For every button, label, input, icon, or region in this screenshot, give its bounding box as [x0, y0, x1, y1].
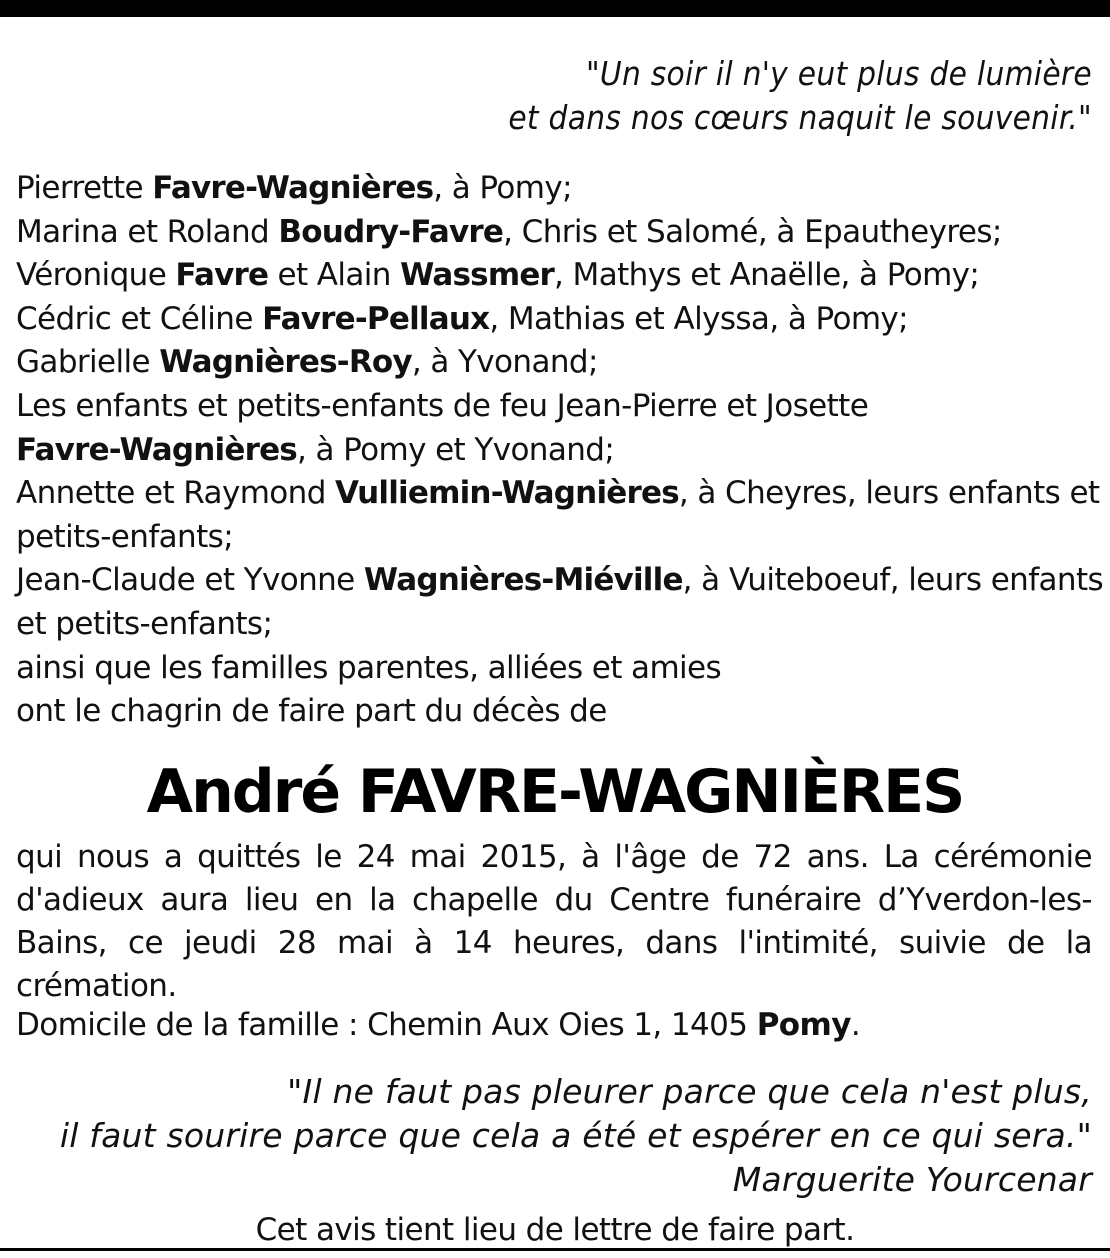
- family-line: [16, 516, 1096, 560]
- family-surname: Vulliemin-Wagnières: [335, 475, 679, 512]
- deceased-name: André FAVRE-WAGNIÈRES: [146, 757, 964, 827]
- family-list: [16, 167, 1104, 734]
- family-text: ainsi que les familles parentes, alliées et amies: [16, 649, 722, 686]
- family-domicile: [16, 1004, 1092, 1047]
- opening-quote-line-1: "Un soir il n'y eut plus de lumière: [585, 54, 1092, 93]
- family-line: [16, 341, 1096, 385]
- family-text: Annette et Raymond: [16, 475, 336, 512]
- family-surname: Favre: [175, 257, 269, 294]
- family-text: , à Vuiteboeuf, leurs enfants: [682, 562, 1104, 599]
- top-border-rule: [0, 0, 1110, 17]
- family-surname: Wassmer: [400, 257, 555, 294]
- family-line: [16, 603, 1096, 647]
- closing-quote: [60, 1070, 1092, 1202]
- closing-quote-line-1: "Il ne faut pas pleurer parce que cela n'est plus,: [287, 1072, 1092, 1111]
- opening-quote-line-2: et dans nos cœurs naquit le souvenir.": [508, 98, 1092, 137]
- family-text: , à Cheyres, leurs enfants et: [678, 475, 1100, 512]
- closing-notice: Cet avis tient lieu de lettre de faire part.: [255, 1212, 855, 1248]
- family-text: ont le chagrin de faire part du décès de: [16, 693, 607, 730]
- family-surname: Boudry-Favre: [278, 213, 504, 250]
- family-text: , à Yvonand;: [411, 344, 598, 381]
- family-text: et petits-enfants;: [16, 605, 273, 642]
- family-text: Jean-Claude et Yvonne: [16, 562, 364, 599]
- family-line: [16, 690, 1096, 734]
- family-text: Cédric et Céline: [16, 300, 263, 337]
- family-line: [16, 559, 1104, 603]
- family-line: [16, 167, 1096, 211]
- family-text: , Mathys et Anaëlle, à Pomy;: [554, 257, 980, 294]
- family-text: Marina et Roland: [16, 213, 279, 250]
- family-line: [16, 298, 1096, 342]
- family-surname: Favre-Pellaux: [262, 300, 490, 337]
- family-text: Les enfants et petits-enfants de feu Jean-Pierre et Josette: [16, 387, 869, 424]
- family-surname: Favre-Wagnières: [152, 170, 434, 206]
- closing-quote-author: Marguerite Yourcenar: [732, 1160, 1092, 1199]
- family-text: et Alain: [268, 257, 401, 294]
- family-line: [16, 429, 1096, 473]
- domicile-suffix: .: [850, 1007, 861, 1043]
- domicile-address: Domicile de la famille : Chemin Aux Oies 1, 1405: [16, 1007, 757, 1043]
- family-line: [16, 647, 1096, 691]
- bottom-border-rule: [0, 1248, 1110, 1251]
- family-line: [16, 472, 1100, 516]
- family-text: Véronique: [16, 257, 176, 294]
- announcement-text: qui nous a quittés le 24 mai 2015, à l'âge de 72 ans. La cérémonie d'adieux aura lieu en la chapelle du Centre funéraire d’Yverdon-les-Bains, ce jeudi 28 mai à 14 heures, dans l'intimité, suivie de la crémation.: [16, 839, 1092, 1004]
- family-text: petits-enfants;: [16, 518, 234, 555]
- family-surname: Favre-Wagnières: [16, 431, 297, 468]
- family-text: , à Pomy;: [433, 170, 572, 206]
- family-text: , Mathias et Alyssa, à Pomy;: [489, 300, 909, 337]
- family-surname: Wagnières-Miéville: [363, 562, 683, 599]
- family-line: [16, 254, 1096, 298]
- family-text: , à Pomy et Yvonand;: [296, 431, 615, 468]
- family-surname: Wagnières-Roy: [159, 344, 412, 381]
- opening-quote: [508, 52, 1092, 140]
- family-text: Pierrette: [16, 170, 153, 206]
- family-text: Gabrielle: [16, 344, 160, 381]
- family-line: [16, 385, 1096, 429]
- family-line: [16, 211, 1096, 255]
- domicile-town: Pomy: [756, 1007, 851, 1043]
- closing-quote-line-2: il faut sourire parce que cela a été et espérer en ce qui sera.": [59, 1116, 1092, 1155]
- family-text: , Chris et Salomé, à Epautheyres;: [503, 213, 1002, 250]
